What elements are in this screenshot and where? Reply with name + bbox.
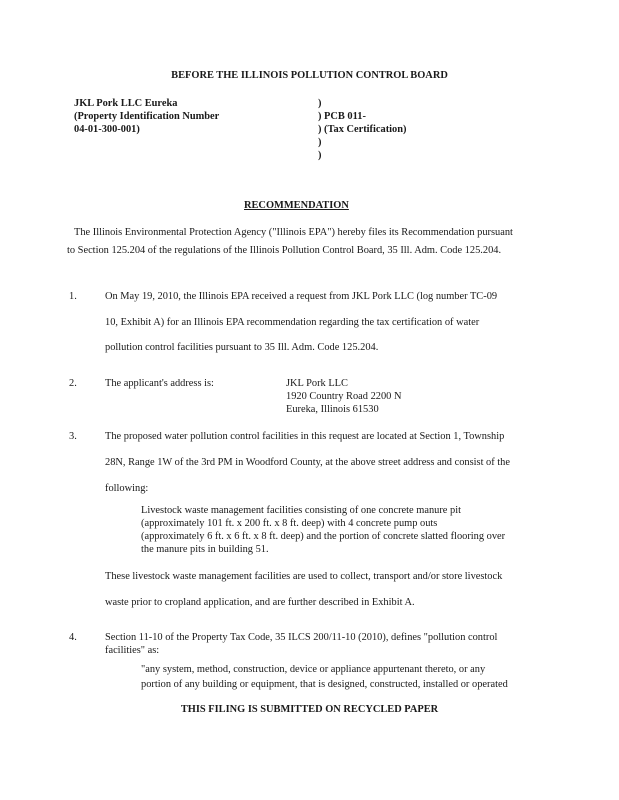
caption-case-type: ) (Tax Certification) [318,124,407,135]
quote-line: (approximately 101 ft. x 200 ft. x 8 ft. deep) with 4 concrete pump outs [141,518,438,529]
address-line: Eureka, Illinois 61530 [286,404,379,415]
paragraph-line: facilities" as: [105,645,160,656]
caption-bracket-line: ) [318,137,322,148]
caption-bracket-line: ) [318,98,322,109]
quote-line: Livestock waste management facilities consisting of one concrete manure pit [141,505,461,516]
paragraph-line: 10, Exhibit A) for an Illinois EPA recommendation regarding the tax certification of water [105,317,480,328]
caption-case-number: ) PCB 011- [318,111,366,122]
intro-line: to Section 125.204 of the regulations of the Illinois Pollution Control Board, 35 Ill. Adm. Code 125.204. [67,245,502,256]
quote-line: portion of any building or equipment, that is designed, constructed, installed or operated [141,679,508,690]
paragraph-line: The proposed water pollution control facilities in this request are located at Section 1, Township [105,431,505,442]
quote-line: (approximately 6 ft. x 6 ft. x 8 ft. deep) and the portion of concrete slatted flooring over [141,531,506,542]
section-title: RECOMMENDATION [244,200,349,211]
paragraph-number: 3. [69,431,77,442]
paragraph-line: Section 11-10 of the Property Tax Code, 35 ILCS 200/11-10 (2010), defines "pollution control [105,632,498,643]
paragraph-line: These livestock waste management facilities are used to collect, transport and/or store livestock [105,571,503,582]
paragraph-number: 1. [69,291,77,302]
paragraph-number: 4. [69,632,77,643]
quote-line: the manure pits in building 51. [141,544,269,555]
document-title: BEFORE THE ILLINOIS POLLUTION CONTROL BOARD [171,70,448,81]
paragraph-line: pollution control facilities pursuant to 35 Ill. Adm. Code 125.204. [105,342,379,353]
paragraph-line: following: [105,483,149,494]
address-line: 1920 Country Road 2200 N [286,391,402,402]
paragraph-line: On May 19, 2010, the Illinois EPA received a request from JKL Pork LLC (log number TC-09 [105,291,498,302]
paragraph-number: 2. [69,378,77,389]
caption-party-line: 04-01-300-001) [74,124,140,135]
address-line: JKL Pork LLC [286,378,348,389]
intro-line: The Illinois Environmental Protection Agency ("Illinois EPA") hereby files its Recommendation pursuant [74,227,513,238]
quote-line: "any system, method, construction, device or appliance appurtenant thereto, or any [141,664,486,675]
paragraph-line: 28N, Range 1W of the 3rd PM in Woodford County, at the above street address and consist of the [105,457,510,468]
caption-party-line: (Property Identification Number [74,111,220,122]
paragraph-line: waste prior to cropland application, and are further described in Exhibit A. [105,597,415,608]
address-label: The applicant's address is: [105,378,214,389]
recycled-paper-notice: THIS FILING IS SUBMITTED ON RECYCLED PAPER [180,704,439,715]
caption-bracket-line: ) [318,150,322,161]
caption-party-line: JKL Pork LLC Eureka [74,98,178,109]
